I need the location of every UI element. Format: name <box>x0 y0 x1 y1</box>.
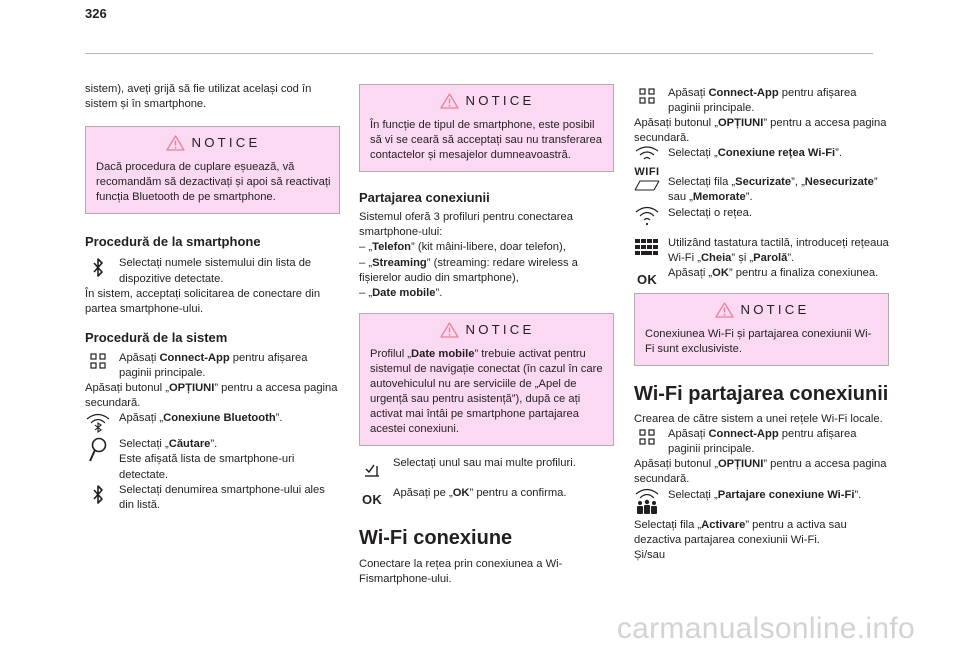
and-or-text: Și/sau <box>634 548 666 561</box>
warning-icon <box>440 322 459 338</box>
checkbox-icon <box>359 456 385 483</box>
step-select-tab: Selectați fila „Securizate”, „Nesecurizate” sau „Memorate”. <box>634 175 889 205</box>
page-number: 326 <box>85 6 107 21</box>
accept-text: În sistem, acceptați solicitarea de conectare din partea smartphone-ului. <box>85 287 321 315</box>
step-share-wifi: Selectați „Partajare conexiune Wi-Fi”. <box>634 488 889 518</box>
notice-text: Profilul „Date mobile” trebuie activat pentru sistemul de navigație conectat (în cazul în care autovehiculul nu are serviciile de „Apel de urgență sau pentru asistență”), după ce ați activat mai întâi pe smartphone partajarea acestei conexiuni. <box>370 347 603 436</box>
warning-icon <box>166 135 185 151</box>
ok-icon: OK <box>636 271 658 287</box>
wifi-icon: WIFI <box>634 146 660 180</box>
header-divider <box>85 53 873 54</box>
warning-icon <box>715 302 734 318</box>
step-connect-app: Apăsați Connect-App pentru afișarea paginii principale. <box>634 86 889 116</box>
notice-title: NOTICE <box>96 135 331 151</box>
step-keyboard: Utilizând tastatura tactilă, introduceți rețeaua Wi-Fi „Cheia” și „Parolă”. <box>634 236 889 266</box>
keyboard-icon <box>634 236 660 263</box>
column-1 <box>85 82 340 513</box>
step-confirm-ok: OK Apăsați pe „OK” pentru a confirma. <box>359 486 614 501</box>
notice-title: NOTICE <box>370 93 605 109</box>
step-select-network: Selectați o rețea. <box>634 206 889 236</box>
notice-box <box>85 126 340 214</box>
heading-smartphone: Procedură de la smartphone <box>85 234 261 250</box>
heading-partajare: Partajarea conexiunii <box>359 190 490 206</box>
wifi-icon <box>634 206 660 231</box>
activate-text: Selectați fila „Activare” pentru a activa sau dezactiva partajarea conexiunii Wi-Fi. <box>634 518 847 546</box>
bluetooth-signal-icon <box>85 411 111 438</box>
grid-apps-icon <box>85 351 111 374</box>
column-3 <box>634 82 889 563</box>
step-finalize-ok: OK Apăsați „OK” pentru a finaliza conexiunea. <box>634 266 889 281</box>
grid-apps-icon <box>634 86 660 109</box>
options-text: Apăsați butonul „OPȚIUNI” pentru a accesa pagina secundară. <box>85 382 338 410</box>
step-connect-app: Apăsați Connect-App pentru afișarea paginii principale. <box>634 427 889 457</box>
notice-box <box>634 293 889 366</box>
wifi-intro: Conectare la rețea prin conexiunea a Wi-Fismartphone-ului. <box>359 557 563 585</box>
step-select-name: Selectați numele sistemului din lista de dispozitive detectate. <box>85 256 340 286</box>
notice-text: În funcție de tipul de smartphone, este posibil să vi se ceară să acceptați sau nu transferarea contactelor și mesajelor dumneavoastră. <box>370 119 602 162</box>
bluetooth-icon <box>85 483 111 512</box>
options-text: Apăsați butonul „OPȚIUNI” pentru a accesa pagina secundară. <box>634 458 887 486</box>
step-select-profiles: Selectați unul sau mai multe profiluri. <box>359 456 614 471</box>
step-bluetooth-connection: Apăsați „Conexiune Bluetooth”. <box>85 411 340 426</box>
wifi-share-icon <box>634 488 660 521</box>
heading-wifi: Wi-Fi conexiune <box>359 526 513 549</box>
notice-text: Conexiunea Wi-Fi și partajarea conexiunii Wi-Fi sunt exclusiviste. <box>645 327 872 355</box>
bluetooth-icon <box>85 256 111 285</box>
profile-date-mobile: – „Date mobile”. <box>359 286 443 299</box>
heading-wifi-share: Wi-Fi partajarea conexiunii <box>634 383 889 406</box>
step-wifi-connection: WIFI Selectați „Conexiune rețea Wi-Fi”. <box>634 146 889 172</box>
notice-box <box>359 313 614 447</box>
column-2 <box>359 82 614 587</box>
profile-telefon: – „Telefon” (kit mâini-libere, doar telefon), <box>359 241 566 254</box>
intro-text: sistem), aveți grijă să fie utilizat același cod în sistem și în smartphone. <box>85 83 312 111</box>
warning-icon <box>440 93 459 109</box>
options-text: Apăsați butonul „OPȚIUNI” pentru a accesa pagina secundară. <box>634 117 887 145</box>
profiles-intro: Sistemul oferă 3 profiluri pentru conectarea smartphone-ului: <box>359 211 573 239</box>
watermark: carmanualsonline.info <box>616 612 915 645</box>
step-connect-app: Apăsați Connect-App pentru afișarea paginii principale. <box>85 351 340 381</box>
search-icon <box>85 437 111 468</box>
notice-text: Dacă procedura de cuplare eșuează, vă recomandăm să dezactivați și apoi să reactivați funcția Bluetooth de pe smartphone. <box>96 161 331 204</box>
ok-icon: OK <box>361 491 383 507</box>
create-text: Crearea de către sistem a unei rețele Wi-Fi locale. <box>634 413 883 426</box>
grid-apps-icon <box>634 427 660 450</box>
step-select-smartphone: Selectați denumirea smartphone-ului ales din listă. <box>85 483 340 513</box>
step-search: Selectați „Căutare”. Este afișată lista de smartphone-uri detectate. <box>85 437 340 482</box>
heading-sistem: Procedură de la sistem <box>85 329 228 345</box>
notice-box <box>359 84 614 172</box>
profile-streaming: – „Streaming” (streaming: redare wireless a fișierelor audio din smartphone), <box>359 256 578 284</box>
tab-folder-icon <box>634 175 660 197</box>
notice-title: NOTICE <box>645 302 880 318</box>
notice-title: NOTICE <box>370 322 605 338</box>
